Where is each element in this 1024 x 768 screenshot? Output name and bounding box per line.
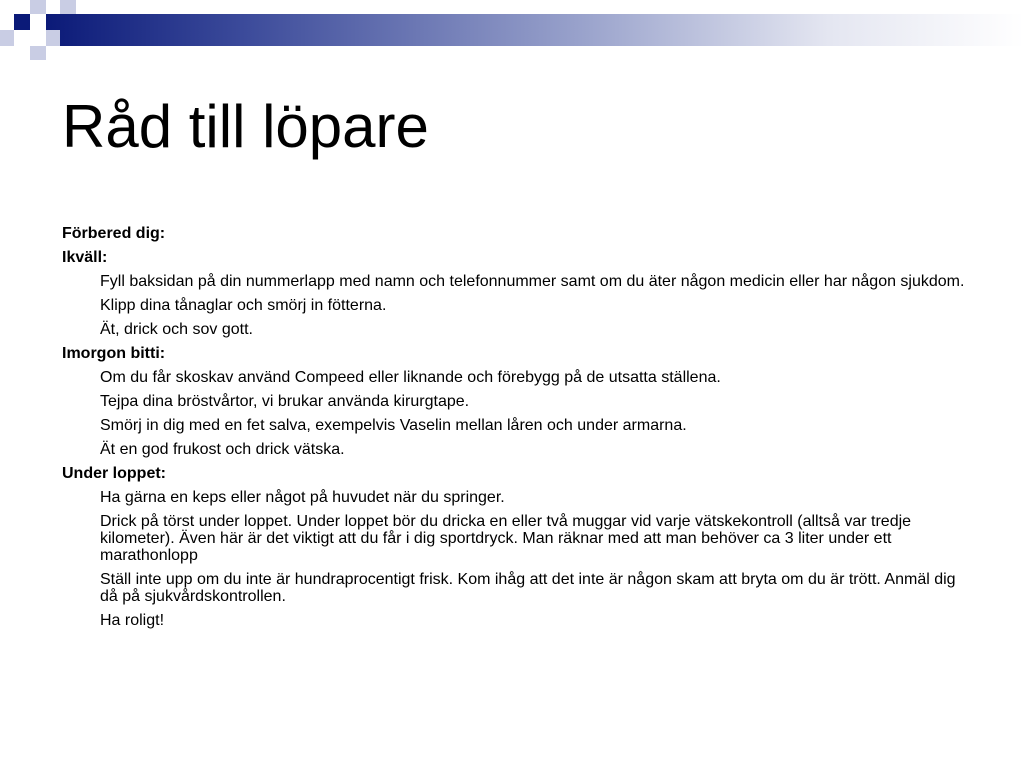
deco-square xyxy=(60,0,76,14)
header-decoration xyxy=(0,0,1024,70)
section-heading: Förbered dig: xyxy=(62,225,166,242)
list-item: Fyll baksidan på din nummerlapp med namn och telefonnummer samt om du äter någon medicin eller har någon sjukdom. xyxy=(100,273,965,290)
list-item: Ät en god frukost och drick vätska. xyxy=(100,441,345,458)
list-item: Smörj in dig med en fet salva, exempelvis Vaselin mellan låren och under armarna. xyxy=(100,417,687,434)
section-heading: Under loppet: xyxy=(62,465,166,482)
deco-square xyxy=(30,0,46,14)
deco-square xyxy=(30,30,46,46)
slide-content xyxy=(62,225,967,636)
slide-title: Råd till löpare xyxy=(62,93,429,160)
list-item: Klipp dina tånaglar och smörj in fötterna. xyxy=(100,297,387,314)
list-item: Om du får skoskav använd Compeed eller liknande och förebygg på de utsatta ställena. xyxy=(100,369,721,386)
deco-square xyxy=(30,46,46,60)
list-item: Ät, drick och sov gott. xyxy=(100,321,253,338)
deco-square xyxy=(46,30,60,46)
deco-square xyxy=(46,0,60,14)
deco-square xyxy=(0,0,14,14)
section-heading: Ikväll: xyxy=(62,249,108,266)
list-item: Ha gärna en keps eller något på huvudet när du springer. xyxy=(100,489,505,506)
list-item: Tejpa dina bröstvårtor, vi brukar använda kirurgtape. xyxy=(100,393,470,410)
gradient-band xyxy=(46,14,1024,46)
deco-square xyxy=(14,14,30,30)
list-item: Ställ inte upp om du inte är hundraprocentigt frisk. Kom ihåg att det inte är någon skam att bryta om du är trött. Anmäl dig då på sjukvårdskontrollen. xyxy=(100,571,956,605)
list-item: Drick på törst under loppet. Under loppet bör du dricka en eller två muggar vid varje vätskekontroll (alltså var tredje kilometer). Även här är det viktigt att du får i dig sportdryck. Man räknar med att man behöver ca 3 liter under ett marathonlopp xyxy=(100,513,912,564)
deco-square xyxy=(0,30,14,46)
section-heading: Imorgon bitti: xyxy=(62,345,166,362)
list-item: Ha roligt! xyxy=(100,612,165,629)
deco-square xyxy=(14,46,30,60)
